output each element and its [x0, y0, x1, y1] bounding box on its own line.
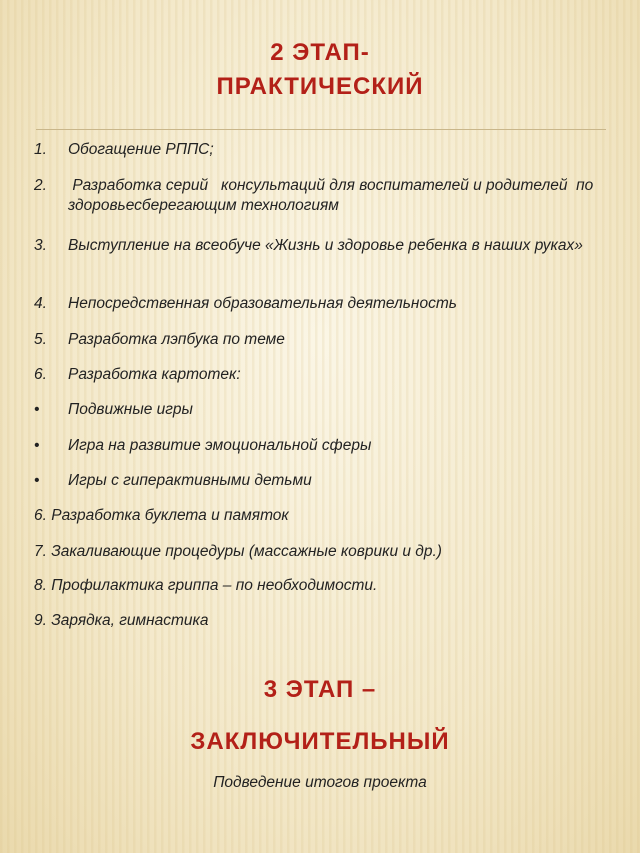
item-number: 6.	[34, 366, 47, 383]
item-text: 8. Профилактика гриппа – по необходимости.	[34, 577, 378, 594]
item-text: Подвижные игры	[68, 401, 193, 418]
stage2-title	[0, 36, 640, 104]
item-number: 5.	[34, 331, 47, 348]
list-item	[34, 506, 604, 526]
item-text: 9. Зарядка, гимнастика	[34, 612, 209, 629]
stage3-summary: Подведение итогов проекта	[213, 774, 427, 791]
list-item	[34, 400, 604, 420]
stage2-title-line1: 2 ЭТАП-	[270, 39, 370, 66]
list-item	[34, 330, 604, 350]
list-item	[34, 176, 604, 216]
item-number: 2.	[34, 177, 47, 194]
item-text: 6. Разработка буклета и памяток	[34, 507, 289, 524]
item-text: Разработка лэпбука по теме	[68, 331, 285, 348]
list-item	[34, 294, 604, 314]
stage2-title-line2: ПРАКТИЧЕСКИЙ	[216, 73, 424, 100]
stage3-title-line2: ЗАКЛЮЧИТЕЛЬНЫЙ	[190, 728, 450, 755]
item-text: Разработка картотек:	[68, 366, 241, 383]
list-item	[34, 365, 604, 385]
list-item	[34, 542, 604, 562]
bullet-icon: •	[34, 472, 40, 489]
list-item	[34, 236, 604, 256]
bullet-icon: •	[34, 437, 40, 454]
item-text: Непосредственная образовательная деятельность	[68, 295, 457, 312]
stage3-title	[0, 664, 640, 768]
list-item	[34, 576, 604, 596]
bullet-icon: •	[34, 401, 40, 418]
stage3-title-line1: 3 ЭТАП –	[263, 676, 377, 703]
item-text: Обогащение РППС;	[68, 141, 214, 158]
list-item	[34, 471, 604, 491]
item-text: 7. Закаливающие процедуры (массажные коврики и др.)	[34, 543, 442, 560]
divider	[36, 129, 606, 130]
item-text: Игра на развитие эмоциональной сферы	[68, 437, 372, 454]
item-number: 4.	[34, 295, 47, 312]
item-number: 1.	[34, 141, 47, 158]
list-item	[34, 140, 604, 160]
item-text: Выступление на всеобуче «Жизнь и здоровье ребенка в наших руках»	[68, 237, 583, 254]
item-number: 3.	[34, 237, 47, 254]
list-item	[34, 436, 604, 456]
list-item	[34, 611, 604, 631]
item-text: Разработка серий консультаций для воспитателей и родителей по здоровьесберегающим технологиям	[68, 177, 598, 214]
item-text: Игры с гиперактивными детьми	[68, 472, 312, 489]
